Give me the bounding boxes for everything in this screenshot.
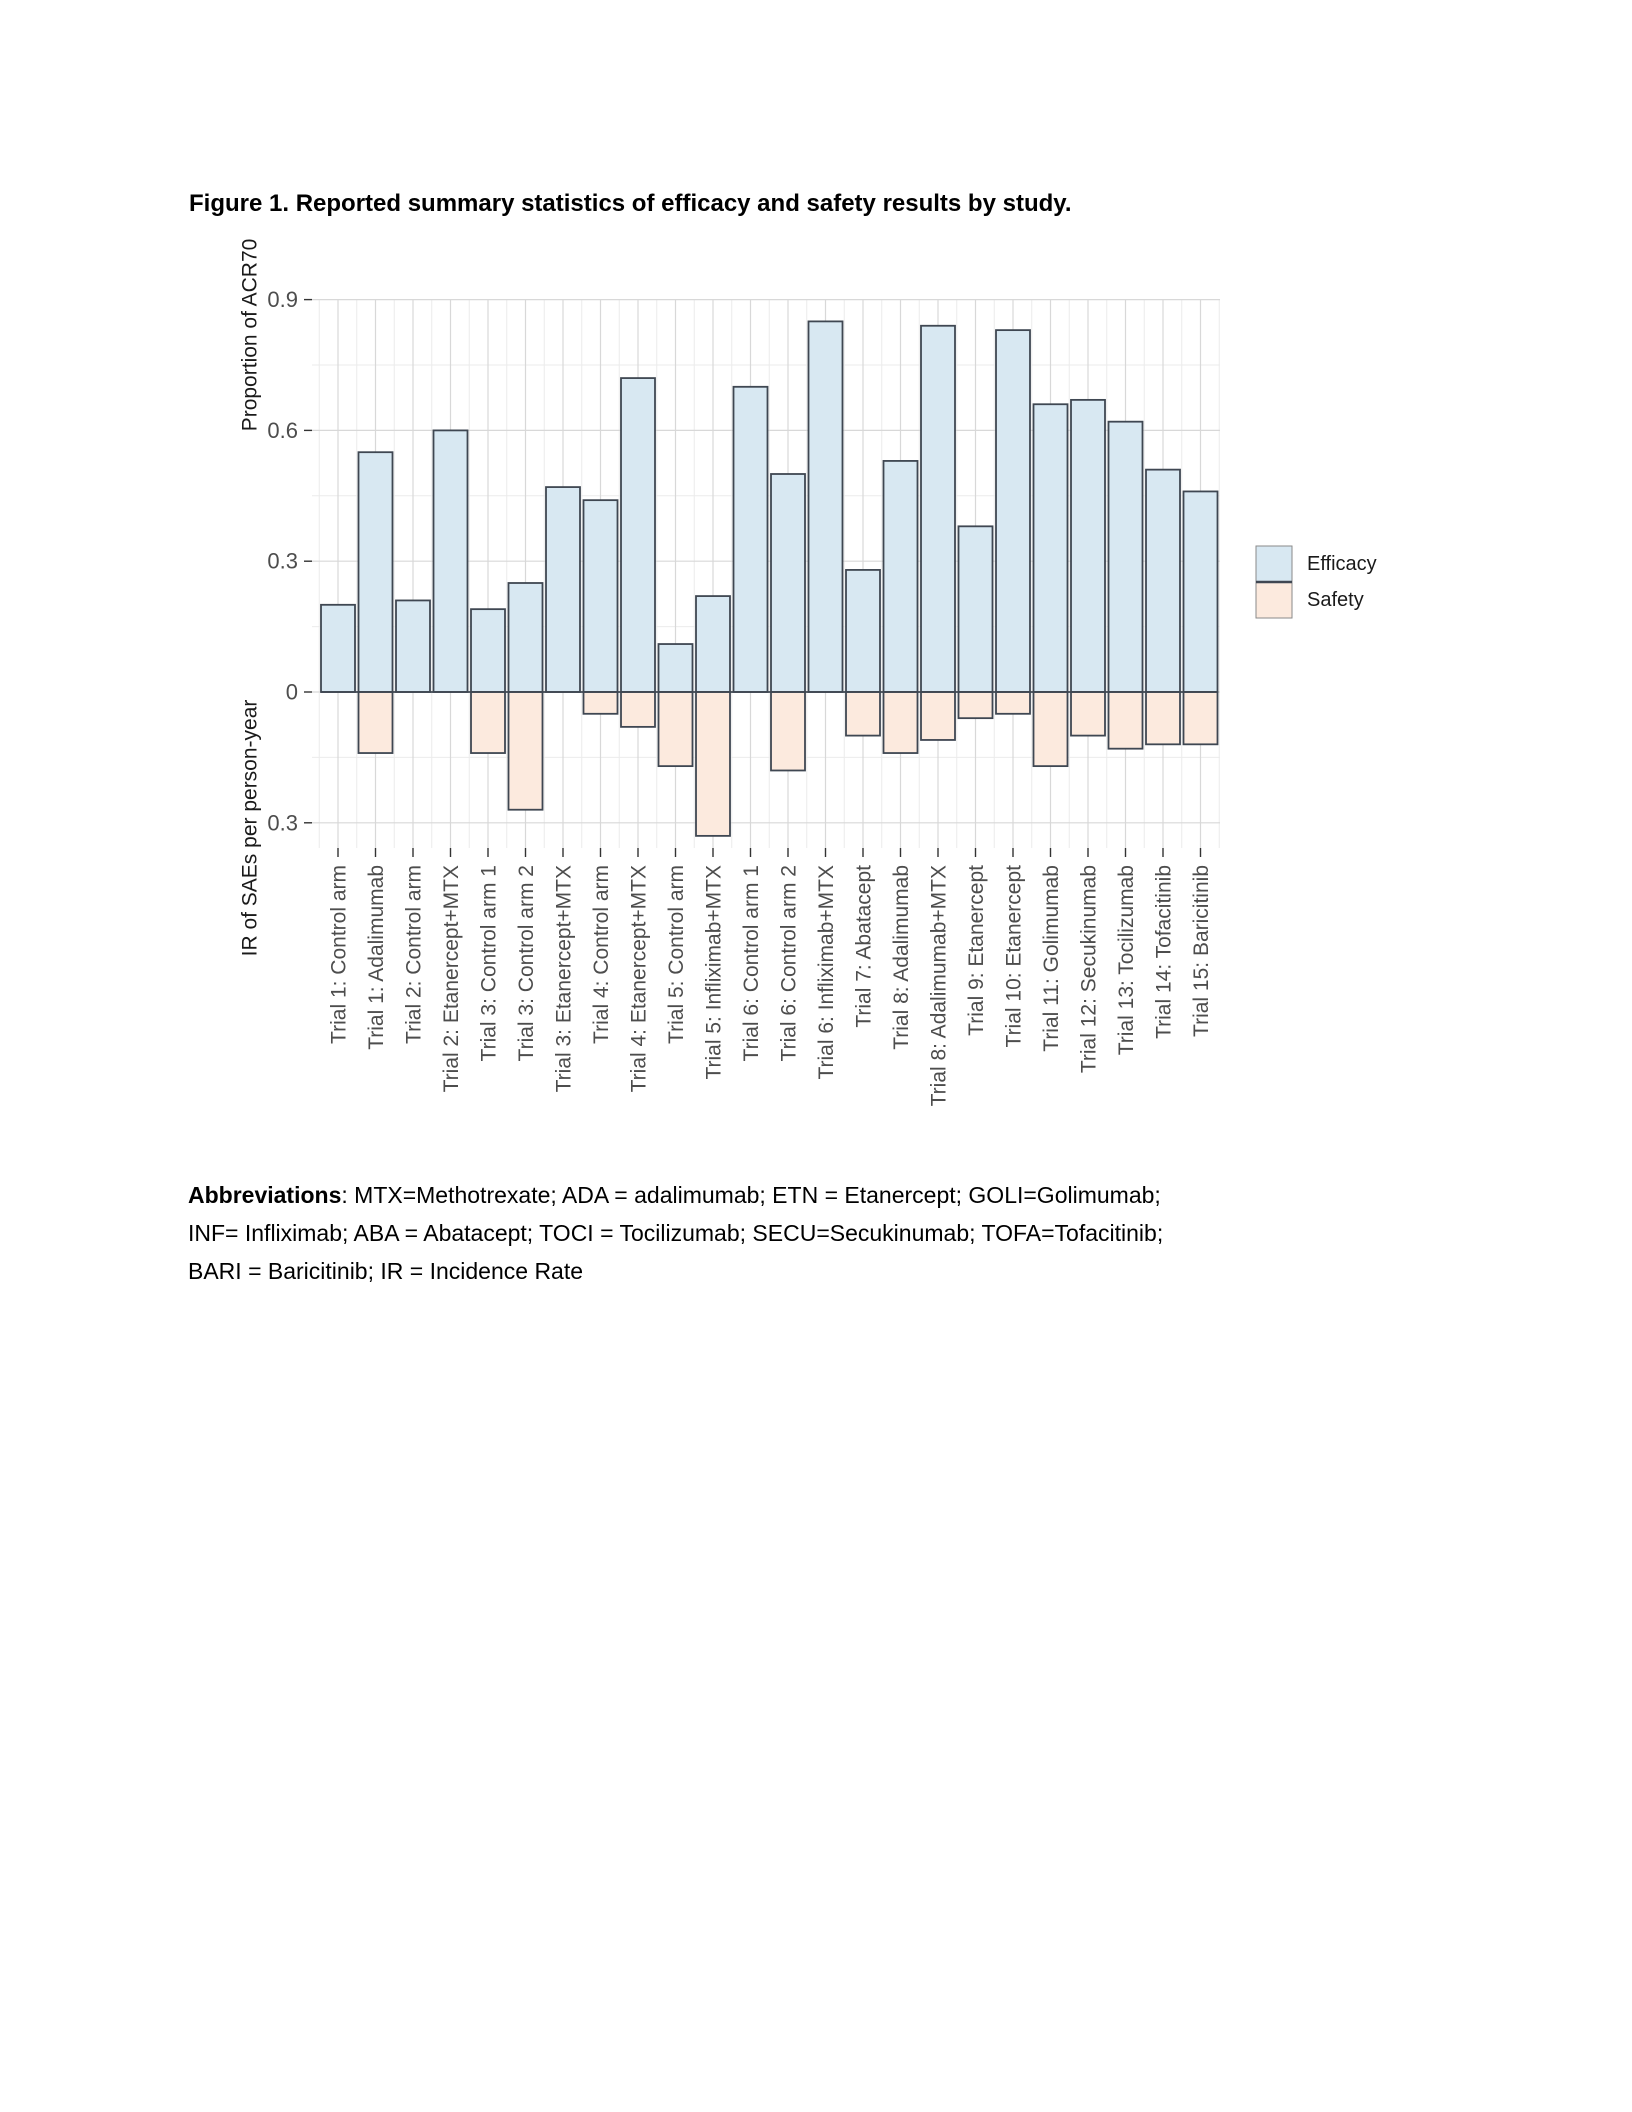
- bar-safety-17: [959, 692, 993, 718]
- abbreviations-line1: : MTX=Methotrexate; ADA = adalimumab; ETN = Etanercept; GOLI=Golimumab;: [341, 1182, 1161, 1208]
- legend-key-efficacy: [1256, 546, 1292, 582]
- x-category-label: Trial 3: Etanercept+MTX: [552, 865, 576, 1093]
- y-tick-label: 0.3: [267, 548, 298, 574]
- bar-safety-8: [621, 692, 655, 727]
- x-category-label: Trial 7: Abatacept: [852, 865, 876, 1028]
- x-category-label: Trial 3: Control arm 1: [477, 865, 501, 1062]
- bar-safety-21: [1109, 692, 1143, 749]
- bar-efficacy-12: [771, 474, 805, 692]
- x-category-label: Trial 13: Tocilizumab: [1115, 865, 1138, 1056]
- x-category-label: Trial 6: Control arm 2: [777, 865, 801, 1062]
- figure-caption: Figure 1. Reported summary statistics of efficacy and safety results by study.: [189, 190, 1072, 217]
- bar-efficacy-8: [621, 378, 655, 692]
- bar-safety-9: [659, 692, 693, 766]
- bar-efficacy-14: [846, 570, 880, 692]
- x-category-label: Trial 8: Adalimumab: [890, 865, 913, 1050]
- bar-efficacy-4: [471, 609, 505, 692]
- bar-safety-1: [359, 692, 393, 753]
- bar-safety-4: [471, 692, 505, 753]
- legend-label-safety: Safety: [1307, 589, 1364, 611]
- bar-efficacy-23: [1184, 491, 1218, 692]
- abbreviations-line2: INF= Infliximab; ABA = Abatacept; TOCI = Tocilizumab; SECU=Secukinumab; TOFA=Tofacitinib;: [188, 1220, 1164, 1246]
- bar-efficacy-16: [921, 326, 955, 692]
- y-tick-label: 0.9: [267, 287, 298, 313]
- x-category-label: Trial 6: Control arm 1: [740, 865, 763, 1062]
- bar-efficacy-17: [959, 526, 993, 692]
- bar-efficacy-9: [659, 644, 693, 692]
- x-category-label: Trial 8: Adalimumab+MTX: [927, 865, 951, 1107]
- x-category-label: Trial 11: Golimumab: [1040, 865, 1063, 1052]
- x-category-label: Trial 4: Control arm: [590, 865, 613, 1044]
- y-tick-label: 0.3: [267, 810, 298, 836]
- lower-y-axis-title: IR of SAEs per person-year: [238, 699, 262, 957]
- x-category-label: Trial 1: Adalimumab: [365, 865, 388, 1050]
- abbreviations-label: Abbreviations: [188, 1182, 342, 1208]
- bar-safety-5: [509, 692, 543, 810]
- upper-y-axis-title: Proportion of ACR70: [238, 238, 262, 432]
- bar-efficacy-0: [321, 605, 355, 692]
- x-category-label: Trial 5: Control arm: [665, 865, 688, 1044]
- bar-efficacy-22: [1146, 470, 1180, 692]
- bar-efficacy-6: [546, 487, 580, 692]
- bar-efficacy-13: [809, 321, 843, 692]
- bar-safety-7: [584, 692, 618, 714]
- x-category-label: Trial 2: Etanercept+MTX: [440, 865, 463, 1093]
- x-category-label: Trial 4: Etanercept+MTX: [627, 865, 651, 1093]
- bar-efficacy-18: [996, 330, 1030, 692]
- legend-key-safety: [1256, 582, 1292, 618]
- bar-efficacy-2: [396, 600, 430, 692]
- bar-safety-15: [884, 692, 918, 753]
- bar-safety-19: [1034, 692, 1068, 766]
- x-category-label: Trial 10: Etanercept: [1002, 865, 1026, 1048]
- bar-efficacy-11: [734, 387, 768, 692]
- x-category-label: Trial 5: Infliximab+MTX: [702, 865, 726, 1080]
- bar-safety-12: [771, 692, 805, 770]
- bar-safety-10: [696, 692, 730, 836]
- bar-safety-20: [1071, 692, 1105, 736]
- y-tick-label: 0.6: [267, 417, 298, 443]
- abbreviations-note: [188, 1176, 1478, 1290]
- x-category-label: Trial 3: Control arm 2: [515, 865, 538, 1062]
- legend-label-efficacy: Efficacy: [1307, 553, 1377, 575]
- chart-figure: [180, 230, 1460, 1110]
- x-category-label: Trial 14: Tofacitinib: [1152, 865, 1176, 1039]
- bar-safety-18: [996, 692, 1030, 714]
- bar-efficacy-20: [1071, 400, 1105, 692]
- diverging-bar-chart: [180, 230, 1460, 1110]
- bar-efficacy-19: [1034, 404, 1068, 692]
- x-category-label: Trial 1: Control arm: [327, 865, 351, 1044]
- bar-safety-23: [1184, 692, 1218, 744]
- x-category-label: Trial 9: Etanercept: [965, 865, 988, 1036]
- x-category-label: Trial 2: Control arm: [402, 865, 426, 1044]
- abbreviations-line3: BARI = Baricitinib; IR = Incidence Rate: [188, 1258, 584, 1284]
- bar-efficacy-21: [1109, 422, 1143, 692]
- bar-efficacy-15: [884, 461, 918, 692]
- bar-safety-16: [921, 692, 955, 740]
- bar-safety-22: [1146, 692, 1180, 744]
- bar-safety-14: [846, 692, 880, 736]
- x-category-label: Trial 6: Infliximab+MTX: [815, 865, 838, 1080]
- bar-efficacy-5: [509, 583, 543, 692]
- bar-efficacy-1: [359, 452, 393, 692]
- y-tick-label: 0: [285, 679, 298, 705]
- bar-efficacy-3: [434, 430, 468, 692]
- bar-efficacy-7: [584, 500, 618, 692]
- x-category-label: Trial 15: Baricitinib: [1190, 865, 1213, 1037]
- x-category-label: Trial 12: Secukinumab: [1077, 865, 1101, 1074]
- bar-efficacy-10: [696, 596, 730, 692]
